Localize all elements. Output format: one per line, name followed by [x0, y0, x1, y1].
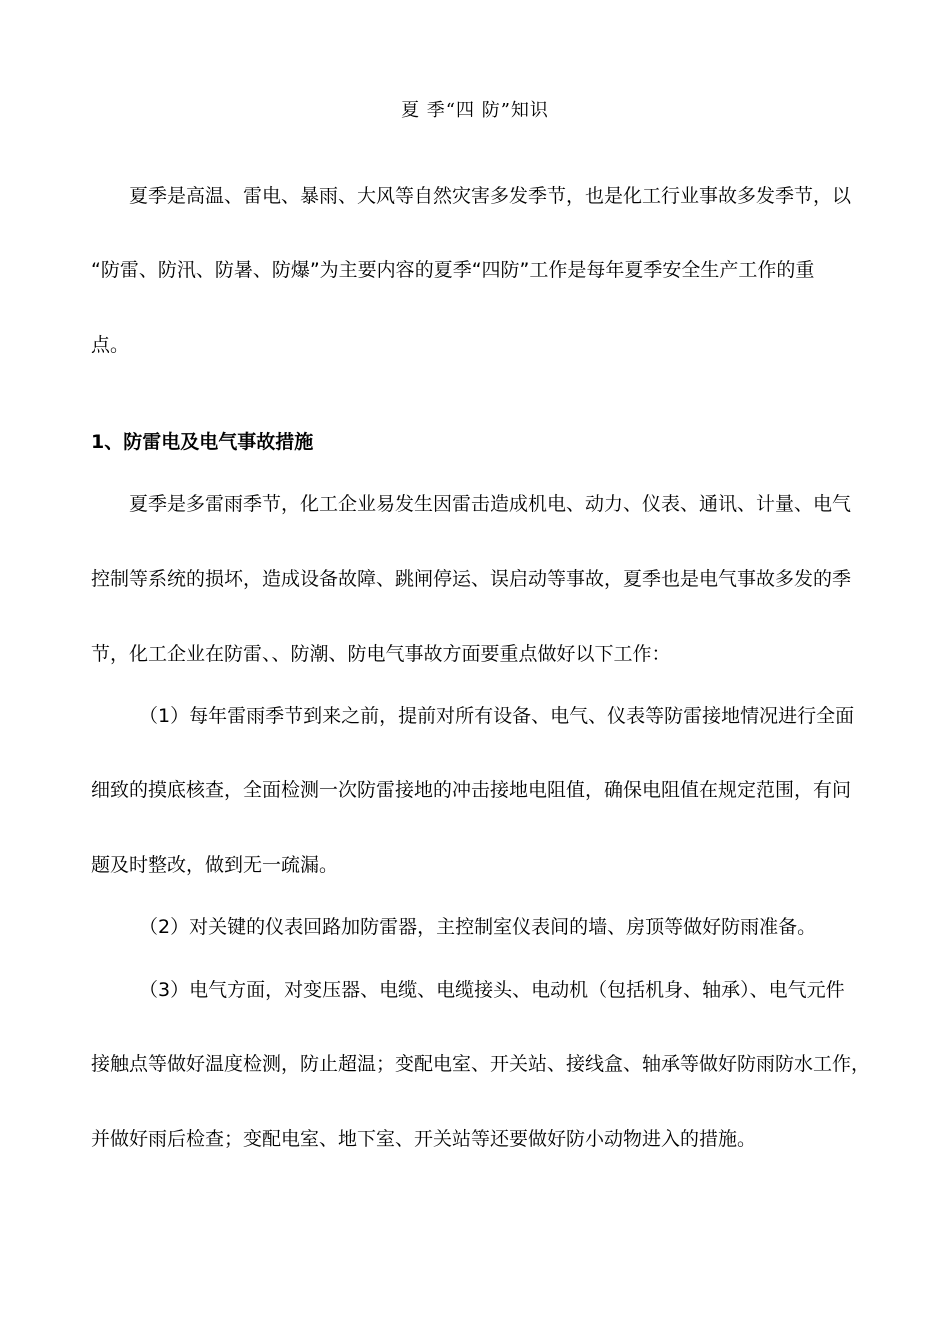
item-3-line-1: （3）电气方面，对变压器、电缆、电缆接头、电动机（包括机身、轴承）、电气元件 — [139, 979, 845, 1001]
item-1-line-1: （1）每年雷雨季节到来之前，提前对所有设备、电气、仪表等防雷接地情况进行全面 — [139, 705, 855, 727]
section-para-line-3: 节，化工企业在防雷、、防潮、防电气事故方面要重点做好以下工作： — [91, 643, 671, 665]
item-2-line-1: （2）对关键的仪表回路加防雷器，主控制室仪表间的墙、房顶等做好防雨准备。 — [139, 916, 817, 938]
item-1-line-2: 细致的摸底核查，全面检测一次防雷接地的冲击接地电阻值，确保电阻值在规定范围，有问 — [91, 779, 852, 801]
section-heading: 1、防雷电及电气事故措施 — [91, 431, 314, 453]
section-para-line-2: 控制等系统的损坏，造成设备故障、跳闸停运、误启动等事故，夏季也是电气事故多发的季 — [91, 568, 852, 590]
document-title: 夏 季“四 防”知识 — [401, 100, 549, 121]
intro-line-3: 点。 — [91, 334, 130, 356]
item-3-line-3: 并做好雨后检查；变配电室、地下室、开关站等还要做好防小动物进入的措施。 — [91, 1128, 757, 1150]
intro-line-2: “防雷、防汛、防暑、防爆”为主要内容的夏季“四防”工作是每年夏季安全生产工作的重 — [91, 259, 815, 281]
item-1-line-3: 题及时整改，做到无一疏漏。 — [91, 854, 339, 876]
item-3-line-2: 接触点等做好温度检测，防止超温；变配电室、开关站、接线盒、轴承等做好防雨防水工作， — [91, 1053, 871, 1075]
section-para-line-1: 夏季是多雷雨季节，化工企业易发生因雷击造成机电、动力、仪表、通讯、计量、电气 — [129, 493, 852, 515]
intro-line-1: 夏季是高温、雷电、暴雨、大风等自然灾害多发季节，也是化工行业事故多发季节，以 — [129, 185, 852, 207]
